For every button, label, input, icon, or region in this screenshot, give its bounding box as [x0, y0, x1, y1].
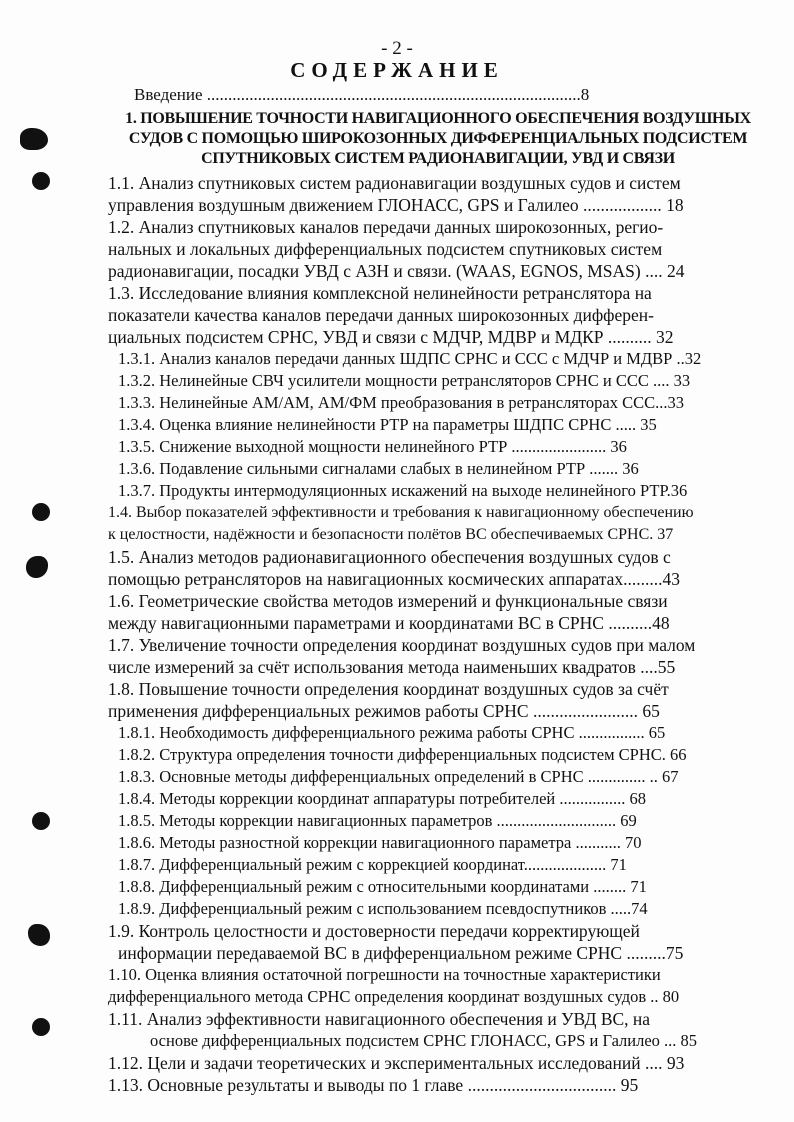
binder-hole	[32, 812, 50, 830]
toc-entry-1-1-cont: управления воздушным движением ГЛОНАСС, GPS и Галилео .................. 18	[108, 195, 684, 215]
toc-subentry-1-8-3: 1.8.3. Основные методы дифференциальных определений в СРНС .............. .. 67	[118, 767, 679, 786]
toc-subentry-1-3-4: 1.3.4. Оценка влияние нелинейности РТР на параметры ШДПС СРНС ..... 35	[118, 415, 657, 434]
toc-entry-1-8-cont: применения дифференциальных режимов работы СРНС ........................ 65	[108, 701, 660, 721]
toc-entry-1-5: 1.5. Анализ методов радионавигационного обеспечения воздушных судов с	[108, 547, 671, 567]
toc-subentry-1-8-6: 1.8.6. Методы разностной коррекции навигационного параметра ........... 70	[118, 833, 642, 852]
toc-subentry-1-8-2: 1.8.2. Структура определения точности дифференциальных подсистем СРНС. 66	[118, 745, 687, 764]
toc-subentry-1-3-1: 1.3.1. Анализ каналов передачи данных ШДПС СРНС и ССС с МДЧР и МДВР ..32	[118, 349, 702, 368]
toc-subentry-1-3-3: 1.3.3. Нелинейные АМ/АМ, АМ/ФМ преобразования в ретрансляторах ССС...33	[118, 393, 685, 412]
toc-entry-1-6-cont: между навигационными параметрами и координатами ВС в СРНС ..........48	[108, 613, 670, 633]
toc-subentry-1-8-8: 1.8.8. Дифференциальный режим с относительными координатами ........ 71	[118, 877, 647, 896]
toc-entry-1-11-cont: основе дифференциальных подсистем СРНС ГЛОНАСС, GPS и Галилео ... 85	[150, 1031, 698, 1050]
toc-entry-1-2: 1.2. Анализ спутниковых каналов передачи данных широкозонных, регио-	[108, 217, 664, 237]
toc-subentry-1-3-2: 1.3.2. Нелинейные СВЧ усилители мощности ретрансляторов СРНС и ССС .... 33	[118, 371, 691, 390]
toc-subentry-1-3-7: 1.3.7. Продукты интермодуляционных искажений на выходе нелинейного РТР.36	[118, 481, 688, 500]
toc-entry-1-5-cont: помощью ретрансляторов на навигационных космических аппаратах.........43	[108, 569, 681, 589]
ink-blot	[26, 556, 48, 578]
binder-hole	[32, 1018, 50, 1036]
toc-entry-1-2-cont: радионавигации, посадки УВД с АЗН и связи. (WAAS, EGNOS, MSAS) .... 24	[108, 261, 685, 281]
toc-subentry-1-8-1: 1.8.1. Необходимость дифференциального режима работы СРНС ................ 65	[118, 723, 666, 742]
toc-entry-1-8: 1.8. Повышение точности определения координат воздушных судов за счёт	[108, 679, 669, 699]
toc-entry-1-6: 1.6. Геометрические свойства методов измерений и функциональные связи	[108, 591, 668, 611]
toc-entry-1-3-cont: показатели качества каналов передачи данных широкозонных дифферен-	[108, 305, 654, 325]
toc-subentry-1-8-9: 1.8.9. Дифференциальный режим с использованием псевдоспутников .....74	[118, 899, 648, 918]
toc-subentry-1-3-5: 1.3.5. Снижение выходной мощности нелинейного РТР ....................... 36	[118, 437, 627, 456]
toc-entry-1-4: 1.4. Выбор показателей эффективности и требования к навигационному обеспечению	[108, 504, 694, 521]
toc-entry-1-4-cont: к целостности, надёжности и безопасности полётов ВС обеспечиваемых СРНС. 37	[108, 526, 674, 543]
toc-entry-1-11: 1.11. Анализ эффективности навигационного обеспечения и УВД ВС, на	[108, 1009, 651, 1029]
ink-blot	[28, 924, 50, 946]
toc-entry-1-10-cont: дифференциального метода СРНС определения координат воздушных судов .. 80	[108, 987, 680, 1006]
toc-entry-1-9-cont: информации передаваемой ВС в дифференциальном режиме СРНС .........75	[118, 943, 684, 963]
toc-entry-1-10: 1.10. Оценка влияния остаточной погрешности на точностные характеристики	[108, 965, 661, 984]
toc-entry-1-1: 1.1. Анализ спутниковых систем радионавигации воздушных судов и систем	[108, 173, 681, 193]
toc-entry-1-9: 1.9. Контроль целостности и достоверности передачи корректирующей	[108, 921, 640, 941]
toc-subentry-1-3-6: 1.3.6. Подавление сильными сигналами слабых в нелинейном РТР ....... 36	[118, 459, 639, 478]
toc-entry-1-3-cont: циальных подсистем СРНС, УВД и связи с МДЧР, МДВР и МДКР .......... 32	[108, 327, 674, 347]
toc-entry-1-12: 1.12. Цели и задачи теоретических и экспериментальных исследований .... 93	[108, 1053, 685, 1073]
ink-blot	[20, 128, 48, 150]
toc-intro: Введение ........................................................................................8	[134, 85, 590, 104]
toc-subentry-1-8-7: 1.8.7. Дифференциальный режим с коррекцией координат.................... 71	[118, 855, 627, 874]
toc-entry-1-3: 1.3. Исследование влияния комплексной нелинейности ретранслятора на	[108, 283, 652, 303]
page-number: - 2 -	[381, 38, 413, 59]
toc-subentry-1-8-4: 1.8.4. Методы коррекции координат аппаратуры потребителей ................ 68	[118, 789, 646, 808]
toc-subentry-1-8-5: 1.8.5. Методы коррекции навигационных параметров ............................. 69	[118, 811, 637, 830]
chapter-title-line: СУДОВ С ПОМОЩЬЮ ШИРОКОЗОННЫХ ДИФФЕРЕНЦИАЛЬНЫХ ПОДСИСТЕМ	[128, 130, 748, 147]
toc-entry-1-13: 1.13. Основные результаты и выводы по 1 главе .................................. 95	[108, 1075, 639, 1095]
chapter-title-line: 1. ПОВЫШЕНИЕ ТОЧНОСТИ НАВИГАЦИОННОГО ОБЕСПЕЧЕНИЯ ВОЗДУШНЫХ	[125, 110, 751, 127]
chapter-title-line: СПУТНИКОВЫХ СИСТЕМ РАДИОНАВИГАЦИИ, УВД И СВЯЗИ	[201, 150, 675, 167]
toc-entry-1-7-cont: числе измерений за счёт использования метода наименьших квадратов ....55	[108, 657, 676, 677]
binder-hole	[32, 503, 50, 521]
page-title: СОДЕРЖАНИЕ	[290, 58, 504, 82]
toc-entry-1-2-cont: нальных и локальных дифференциальных подсистем спутниковых систем	[108, 239, 663, 259]
toc-entry-1-7: 1.7. Увеличение точности определения координат воздушных судов при малом	[108, 635, 696, 655]
binder-hole	[32, 172, 50, 190]
